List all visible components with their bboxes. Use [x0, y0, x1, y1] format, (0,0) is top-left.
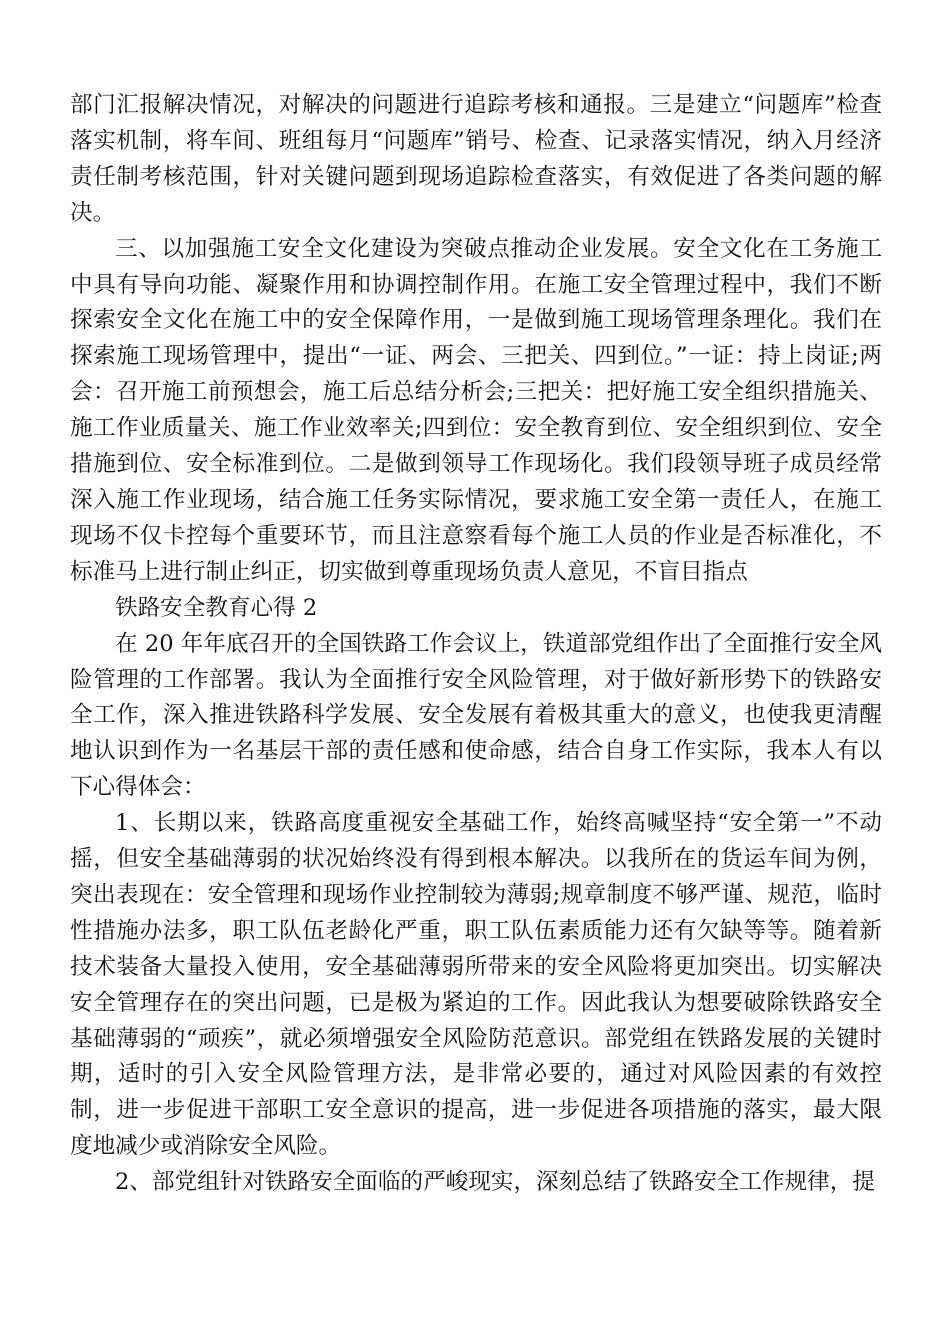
body-paragraph-construction-safety-culture: 三、以加强施工安全文化建设为突破点推动企业发展。安全文化在工务施工中具有导向功能、凝聚作用和协调控制作用。在施工安全管理过程中，我们不断探索安全文化在施工中的安全保障作用，一是做到施工现场管理条理化。我们在探索施工现场管理中，提出“一证、两会、三把关、四到位。”一证：持上岗证;两会：召开施工前预想会，施工后总结分析会;三把关：把好施工安全组织措施关、施工作业质量关、施工作业效率关;四到位：安全教育到位、安全组织到位、安全措施到位、安全标准到位。二是做到领导工作现场化。我们段领导班子成员经常深入施工作业现场，结合施工任务实际情况，要求施工安全第一责任人，在施工现场不仅卡控每个重要环节，而且注意察看每个施工人员的作业是否标准化，不标准马上进行制止纠正，切实做到尊重现场负责人意见，不盲目指点	[70, 235, 882, 585]
body-paragraph-point-2: 2、部党组针对铁路安全面临的严峻现实，深刻总结了铁路安全工作规律，提	[115, 1169, 875, 1196]
continuation-paragraph: 部门汇报解决情况，对解决的问题进行追踪考核和通报。三是建立“问题库”检查落实机制，将车间、班组每月“问题库”销号、检查、记录落实情况，纳入月经济责任制考核范围，针对关键问题到现场追踪检查落实，有效促进了各类问题的解决。	[70, 92, 882, 226]
body-paragraph-point-1: 1、长期以来，铁路高度重视安全基础工作，始终高喊坚持“安全第一”不动摇，但安全基础薄弱的状况始终没有得到根本解决。以我所在的货运车间为例，突出表现在：安全管理和现场作业控制较为薄弱;规章制度不够严谨、规范，临时性措施办法多，职工队伍老龄化严重，职工队伍素质能力还有欠缺等等。随着新技术装备大量投入使用，安全基础薄弱所带来的安全风险将更加突出。切实解决安全管理存在的突出问题，已是极为紧迫的工作。因此我认为想要破除铁路安全基础薄弱的“顽疾”，就必须增强安全风险防范意识。部党组在铁路发展的关键时期，适时的引入安全风险管理方法，是非常必要的，通过对风险因素的有效控制，进一步促进干部职工安全意识的提高，进一步促进各项措施的落实，最大限度地减少或消除安全风险。	[70, 810, 882, 1160]
section-heading: 铁路安全教育心得 2	[115, 594, 318, 621]
body-paragraph-intro: 在 20 年年底召开的全国铁路工作会议上，铁道部党组作出了全面推行安全风险管理的工作部署。我认为全面推行安全风险管理，对于做好新形势下的铁路安全工作，深入推进铁路科学发展、安全发展有着极其重大的意义，也使我更清醒地认识到作为一名基层干部的责任感和使命感，结合自身工作实际，我本人有以下心得体会：	[70, 630, 882, 801]
